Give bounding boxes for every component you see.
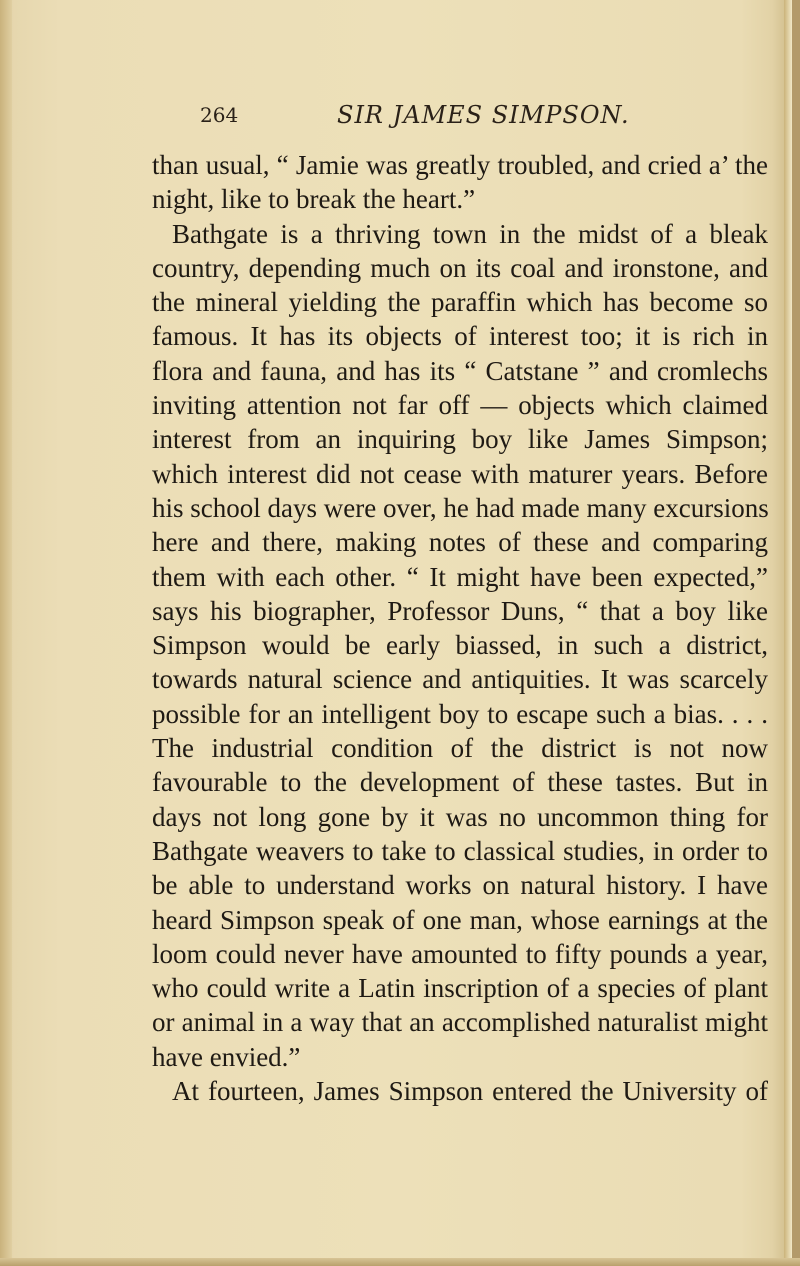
text-line: towards natural science and antiquities. It was scarcely [152,664,768,695]
text-line: them with each other. “ It might have been expected,” [152,561,768,592]
text-line: have envied.” [152,1041,301,1072]
text-line: loom could never have amounted to fifty pounds a year, [152,938,768,969]
text-line: than usual, “ Jamie was greatly troubled, and cried a’ the [152,150,768,180]
text-line: here and there, making notes of these and comparing [152,527,768,558]
text-line: who could write a Latin inscription of a species of plant [152,973,768,1004]
text-line: be able to understand works on natural history. I have [152,870,768,901]
text-line: Bathgate weavers to take to classical studies, in order to [152,835,768,866]
text-line: At fourteen, James Simpson entered the University of [172,1076,768,1107]
text-line: The industrial condition of the district is not now [152,733,768,764]
page-right-edge [784,0,792,1266]
text-line: night, like to break the heart.” [152,184,476,215]
page-left-edge [0,0,12,1266]
text-line: flora and fauna, and has its “ Catstane ” and cromlechs [152,355,768,386]
text-line: which interest did not cease with maturer years. Before [152,458,768,489]
text-line: says his biographer, Professor Duns, “ that a boy like [152,595,768,626]
text-line: the mineral yielding the paraffin which has become so [152,287,768,318]
page-number: 264 [200,103,239,127]
text-line: inviting attention not far off — objects which claimed [152,390,768,421]
text-line: possible for an intelligent boy to escape such a bias. . . . [152,698,768,729]
text-line: favourable to the development of these tastes. But in [152,767,768,798]
text-line: Bathgate is a thriving town in the midst of a bleak [172,218,768,249]
running-head: SIR JAMES SIMPSON. [337,101,630,129]
text-line: Simpson would be early biassed, in such a district, [152,630,768,661]
text-line: famous. It has its objects of interest too; it is rich in [152,321,768,352]
page-bottom-edge [0,1258,800,1266]
text-line: his school days were over, he had made many excursions [152,492,769,523]
text-line: country, depending much on its coal and ironstone, and [152,252,768,283]
text-line: or animal in a way that an accomplished naturalist might [152,1007,768,1038]
body-text [152,148,768,1108]
page-header [0,103,792,139]
text-line: interest from an inquiring boy like James Simpson; [152,424,768,455]
text-line: heard Simpson speak of one man, whose earnings at the [152,904,768,935]
text-line: days not long gone by it was no uncommon thing for [152,801,768,832]
